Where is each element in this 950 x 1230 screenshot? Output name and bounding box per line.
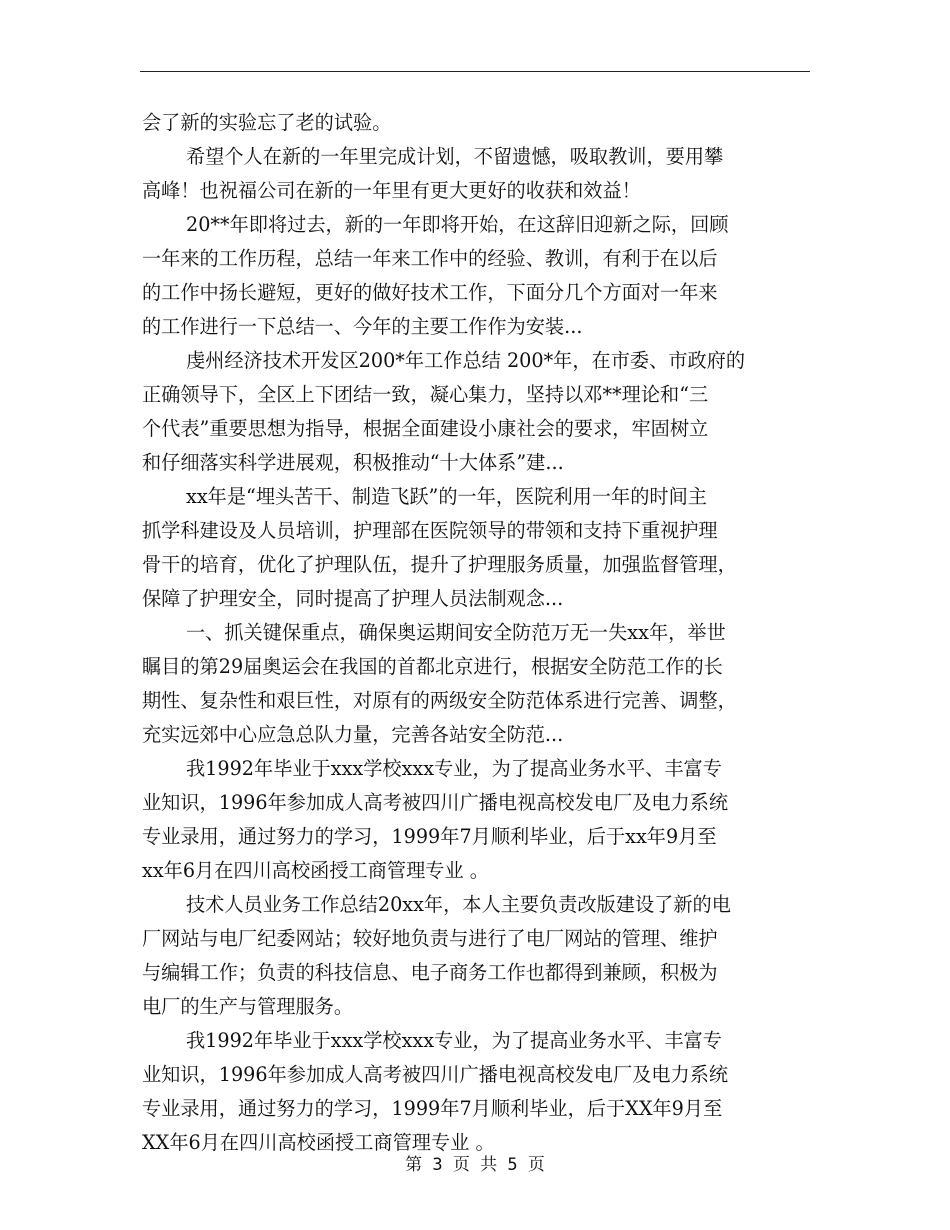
text-line: 虔州经济技术开发区200*年工作总结 200*年，在市委、市政府的 xyxy=(186,349,746,372)
text-line: 厂网站与电厂纪委网站；较好地负责与进行了电厂网站的管理、维护 xyxy=(142,927,718,950)
text-line: 我1992年毕业于xxx学校xxx专业，为了提高业务水平、丰富专 xyxy=(186,757,722,780)
text-line: 和仔细落实科学进展观，积极推动“十大体系”建... xyxy=(142,451,564,474)
text-line: 个代表”重要思想为指导，根据全面建设小康社会的要求，牢固树立 xyxy=(142,417,709,440)
text-line: 业知识，1996年参加成人高考被四川广播电视高校发电厂及电力系统 xyxy=(142,1063,729,1086)
body-text xyxy=(142,106,810,1160)
text-line: 的工作中扬长避短，更好的做好技术工作，下面分几个方面对一年来 xyxy=(142,281,718,304)
text-line: 骨干的培育，优化了护理队伍，提升了护理服务质量，加强监督管理， xyxy=(142,553,737,576)
text-line: 高峰！也祝福公司在新的一年里有更大更好的收获和效益！ xyxy=(142,179,641,202)
text-line: 期性、复杂性和艰巨性，对原有的两级安全防范体系进行完善、调整， xyxy=(142,689,737,712)
text-line: 充实远郊中心应急总队力量，完善各站安全防范... xyxy=(142,723,564,746)
text-line: 专业录用，通过努力的学习，1999年7月顺利毕业，后于xx年9月至 xyxy=(142,825,717,848)
page-number-footer: 第 3 页 共 5 页 xyxy=(405,1155,545,1175)
text-line: 抓学科建设及人员培训，护理部在医院领导的带领和支持下重视护理 xyxy=(142,519,718,542)
text-line: 我1992年毕业于xxx学校xxx专业，为了提高业务水平、丰富专 xyxy=(186,1029,722,1052)
text-line: 正确领导下，全区上下团结一致，凝心集力，坚持以邓**理论和“三 xyxy=(142,383,709,406)
text-line: 专业录用，通过努力的学习，1999年7月顺利毕业，后于XX年9月至 xyxy=(142,1097,723,1120)
text-line: 电厂的生产与管理服务。 xyxy=(142,995,354,1018)
text-line: 一年来的工作历程，总结一年来工作中的经验、教训，有利于在以后 xyxy=(142,247,718,270)
text-line: 瞩目的第29届奥运会在我国的首都北京进行，根据安全防范工作的长 xyxy=(142,655,723,678)
text-line: 与编辑工作；负责的科技信息、电子商务工作也都得到兼顾，积极为 xyxy=(142,961,718,984)
text-line: 一、抓关键保重点，确保奥运期间安全防范万无一失xx年，举世 xyxy=(186,621,726,644)
text-line: 希望个人在新的一年里完成计划，不留遗憾，吸取教训，要用攀 xyxy=(186,145,724,168)
text-line: 业知识，1996年参加成人高考被四川广播电视高校发电厂及电力系统 xyxy=(142,791,729,814)
text-line: 的工作进行一下总结一、今年的主要工作作为安装... xyxy=(142,315,583,338)
text-line: xx年6月在四川高校函授工商管理专业 。 xyxy=(142,859,489,882)
text-line: XX年6月在四川高校函授工商管理专业 。 xyxy=(142,1131,495,1154)
text-line: 保障了护理安全，同时提高了护理人员法制观念... xyxy=(142,587,564,610)
text-line: 会了新的实验忘了老的试验。 xyxy=(142,111,392,134)
text-line: 20**年即将过去，新的一年即将开始，在这辞旧迎新之际，回顾 xyxy=(186,213,729,236)
text-line: xx年是“埋头苦干、制造飞跃”的一年，医院利用一年的时间主 xyxy=(186,485,707,508)
text-line: 技术人员业务工作总结20xx年，本人主要负责改版建设了新的电 xyxy=(186,893,731,916)
header-rule xyxy=(140,71,810,72)
